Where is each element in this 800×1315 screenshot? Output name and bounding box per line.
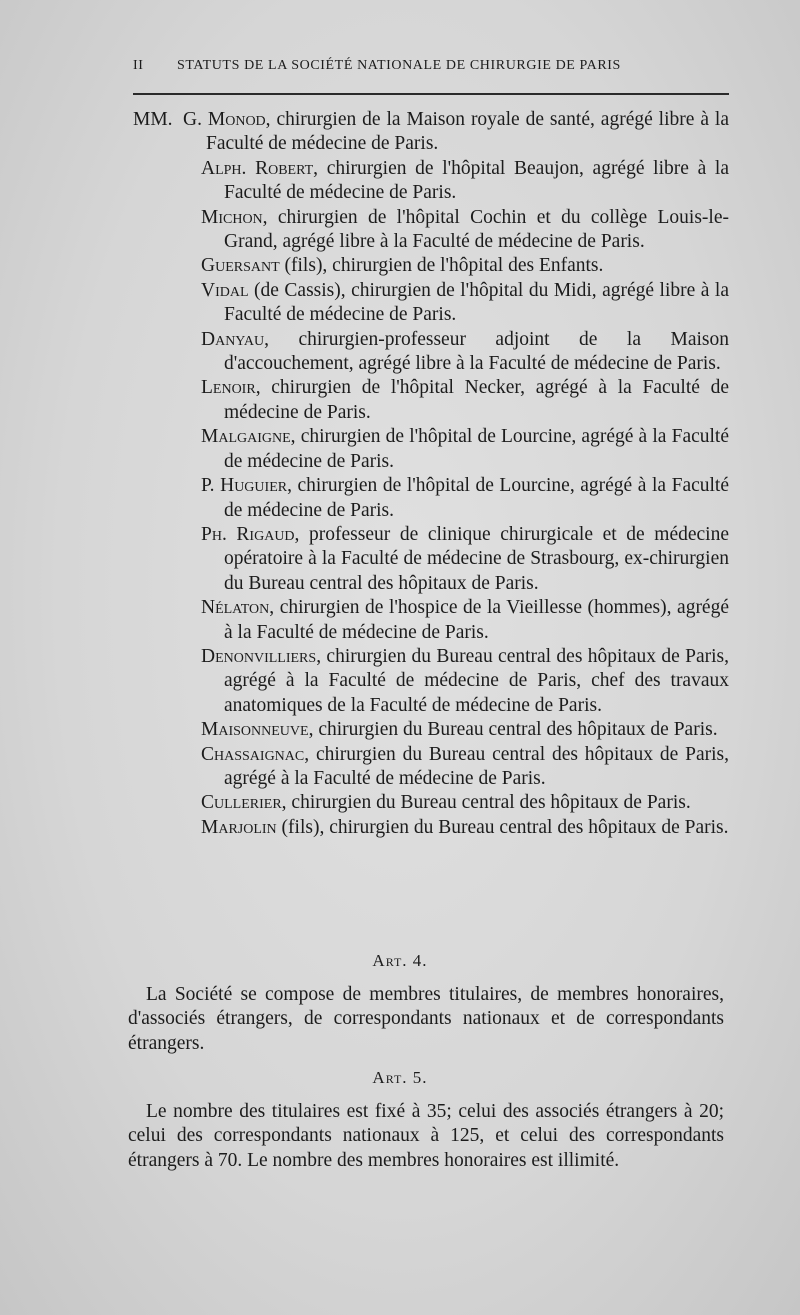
member-description: , chirurgien du Bureau central des hôpitaux de Paris. xyxy=(281,792,691,814)
member-description: , chirurgien de l'hospice de la Vieillesse (hommes), agrégé à la Faculté de médecine de Paris. xyxy=(224,597,729,643)
member-name: Nélaton xyxy=(201,597,270,619)
member-name: Maisonneuve xyxy=(201,719,309,741)
member-entry xyxy=(201,645,729,718)
member-entry xyxy=(201,743,729,792)
member-entry xyxy=(201,718,729,742)
member-description: , chirurgien de l'hôpital Cochin et du collège Louis-le-Grand, agrégé libre à la Faculté de médecine de Paris. xyxy=(224,206,729,253)
member-name: Vidal xyxy=(201,279,249,301)
member-name: Michon xyxy=(201,206,263,228)
member-entry xyxy=(201,376,729,425)
member-description: , chirurgien du Bureau central des hôpitaux de Paris, agrégé à la Faculté de médecine de Paris, chef des travaux anatomiques de la Faculté de médecine de Paris. xyxy=(224,645,729,716)
member-description: (fils), chirurgien du Bureau central des hôpitaux de Paris. xyxy=(276,816,729,838)
members-entries xyxy=(133,108,729,840)
member-description: , chirurgien de l'hôpital Necker, agrégé à la Faculté de médecine de Paris. xyxy=(224,377,729,423)
member-description: , chirurgien du Bureau central des hôpitaux de Paris, agrégé à la Faculté de médecine de Paris. xyxy=(224,743,729,789)
member-entry xyxy=(201,523,729,596)
member-entry xyxy=(201,816,729,840)
article-4-heading: Art. 4. xyxy=(372,951,428,970)
member-entry xyxy=(201,474,729,523)
member-entry xyxy=(201,328,729,377)
member-name: Cullerier xyxy=(201,792,282,814)
article-5-text: Le nombre des titulaires est fixé à 35; celui des associés étrangers à 20; celui des correspondants nationaux à 125, et celui des correspondants étrangers à 70. Le nombre des membres honoraires est illimité. xyxy=(128,1101,724,1171)
member-entry xyxy=(183,108,729,157)
member-entry xyxy=(201,157,729,206)
article-4-text: La Société se compose de membres titulaires, de membres honoraires, d'associés étrangers, de correspondants nationaux et de correspondants étrangers. xyxy=(128,984,724,1054)
member-name: Guersant xyxy=(201,255,280,277)
article-5-heading: Art. 5. xyxy=(372,1068,428,1087)
member-name: Malgaigne xyxy=(201,426,291,448)
member-description: , chirurgien de l'hôpital Beaujon, agrégé libre à la Faculté de médecine de Paris. xyxy=(224,157,729,204)
member-name: Lenoir xyxy=(201,377,256,399)
member-name: P. Huguier xyxy=(201,475,288,497)
member-entry xyxy=(201,425,729,474)
member-description: (fils), chirurgien de l'hôpital des Enfants. xyxy=(279,255,604,277)
members-prefix: MM. xyxy=(133,109,173,130)
member-name: Marjolin xyxy=(201,816,277,838)
member-description: , chirurgien de la Maison royale de santé, agrégé libre à la Faculté de médecine de Paris. xyxy=(206,109,729,155)
member-description: (de Cassis), chirurgien de l'hôpital du Midi, agrégé libre à la Faculté de médecine de Paris. xyxy=(224,279,729,326)
page-number: II xyxy=(133,58,144,73)
member-name: Alph. Robert xyxy=(201,157,314,179)
member-entry xyxy=(201,254,729,278)
member-name: G. Monod xyxy=(183,109,266,130)
member-entry xyxy=(201,279,729,328)
member-description: , chirurgien de l'hôpital de Lourcine, agrégé à la Faculté de médecine de Paris. xyxy=(224,426,729,472)
members-list xyxy=(133,108,729,840)
member-name: Ph. Rigaud xyxy=(201,523,295,545)
member-entry xyxy=(201,596,729,645)
header-rule xyxy=(133,93,729,95)
member-description: , chirurgien du Bureau central des hôpitaux de Paris. xyxy=(308,719,718,741)
member-description: , chirurgien-professeur adjoint de la Maison d'accouchement, agrégé libre à la Faculté de médecine de Paris. xyxy=(224,328,729,375)
member-name: Chassaignac xyxy=(201,743,305,765)
member-name: Danyau xyxy=(201,328,265,350)
member-entry xyxy=(201,206,729,255)
member-description: , chirurgien de l'hôpital de Lourcine, agrégé à la Faculté de médecine de Paris. xyxy=(224,475,729,521)
running-title: STATUTS DE LA SOCIÉTÉ NATIONALE DE CHIRURGIE DE PARIS xyxy=(177,58,621,73)
member-name: Denonvilliers xyxy=(201,645,317,667)
member-entry xyxy=(201,791,729,815)
member-description: , professeur de clinique chirurgicale et de médecine opératoire à la Faculté de médecine de Strasbourg, ex-chirurgien du Bureau central des hôpitaux de Paris. xyxy=(224,523,729,594)
